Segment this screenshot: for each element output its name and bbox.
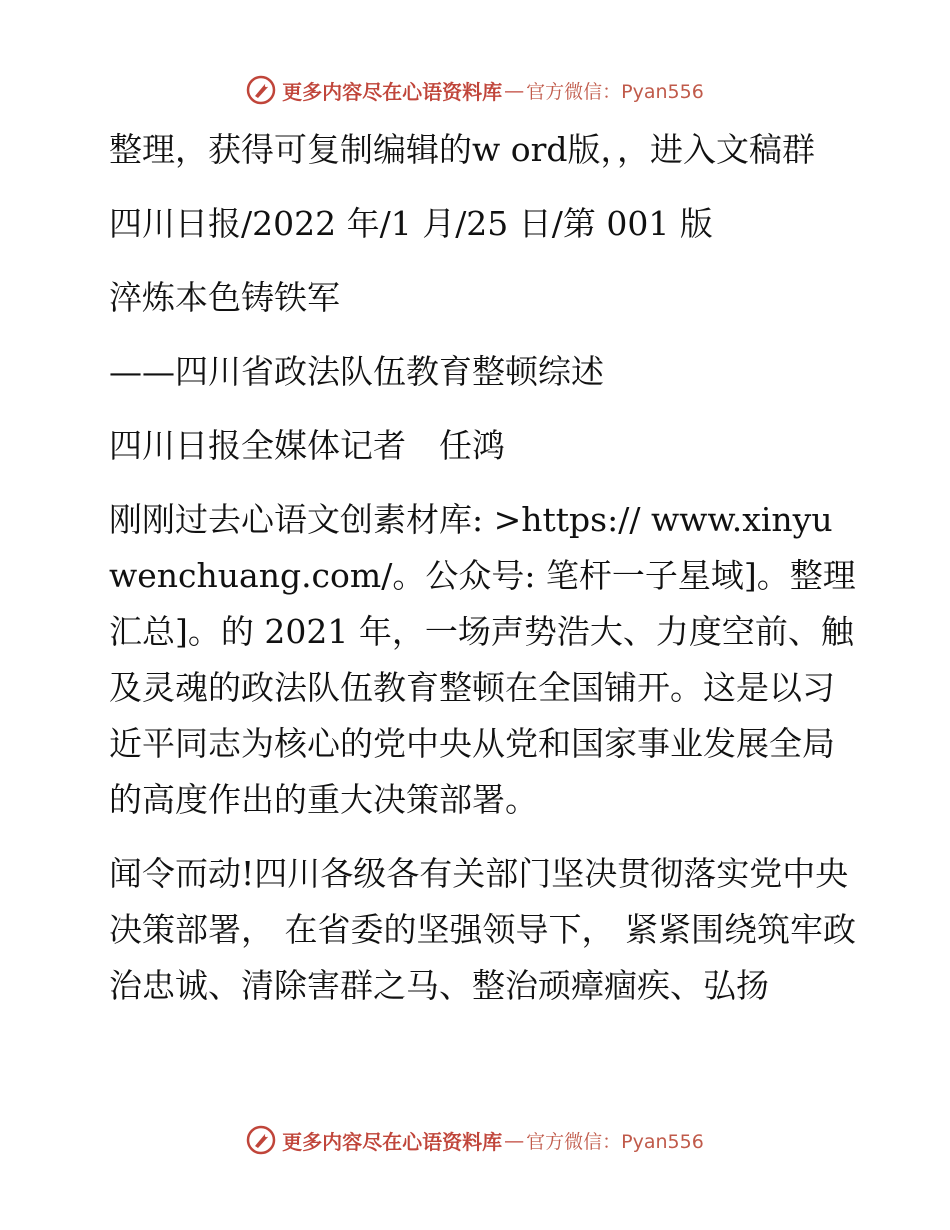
- article-subtitle: ——四川省政法队伍教育整顿综述: [109, 352, 604, 391]
- body-paragraph-1: 刚刚过去心语文创素材库: >https:// www.xinyuwenchuang.com/。公众号: 笔杆一子星域]。整理汇总]。的 2021 年，一场声势浩大、力度空前、触及灵魂的政法队伍教育整顿在全国铺开。这是以习近平同志为核心的党中央从党和国家事业发展全局的高度作出的重大决策部署。: [109, 500, 856, 819]
- header-banner: [0, 70, 950, 110]
- banner-title: 更多内容尽在心语资料库: [282, 79, 503, 104]
- footer-banner: [0, 1120, 950, 1160]
- banner-wechat: 官方微信：Pyan556: [526, 80, 704, 103]
- banner-wechat: 官方微信：Pyan556: [526, 1130, 704, 1153]
- article-title: 淬炼本色铸铁军: [109, 278, 340, 317]
- pen-nib-seal-logo-icon: [246, 1125, 276, 1155]
- pen-nib-seal-logo-icon: [246, 75, 276, 105]
- banner-dash: —: [504, 1128, 525, 1152]
- banner-dash: —: [504, 78, 525, 102]
- source-line: 四川日报/2022 年/1 月/25 日/第 001 版: [109, 204, 713, 243]
- intro-paragraph: 整理，获得可复制编辑的w ord版，，进入文稿群: [109, 130, 816, 169]
- document-body: [97, 122, 857, 1014]
- banner-title: 更多内容尽在心语资料库: [282, 1129, 503, 1154]
- body-paragraph-2: 闻令而动!四川各级各有关部门坚决贯彻落实党中央决策部署， 在省委的坚强领导下， 紧紧围绕筑牢政治忠诚、清除害群之马、整治顽瘴痼疾、弘扬: [109, 854, 856, 1005]
- byline: 四川日报全媒体记者 任鸿: [109, 426, 505, 465]
